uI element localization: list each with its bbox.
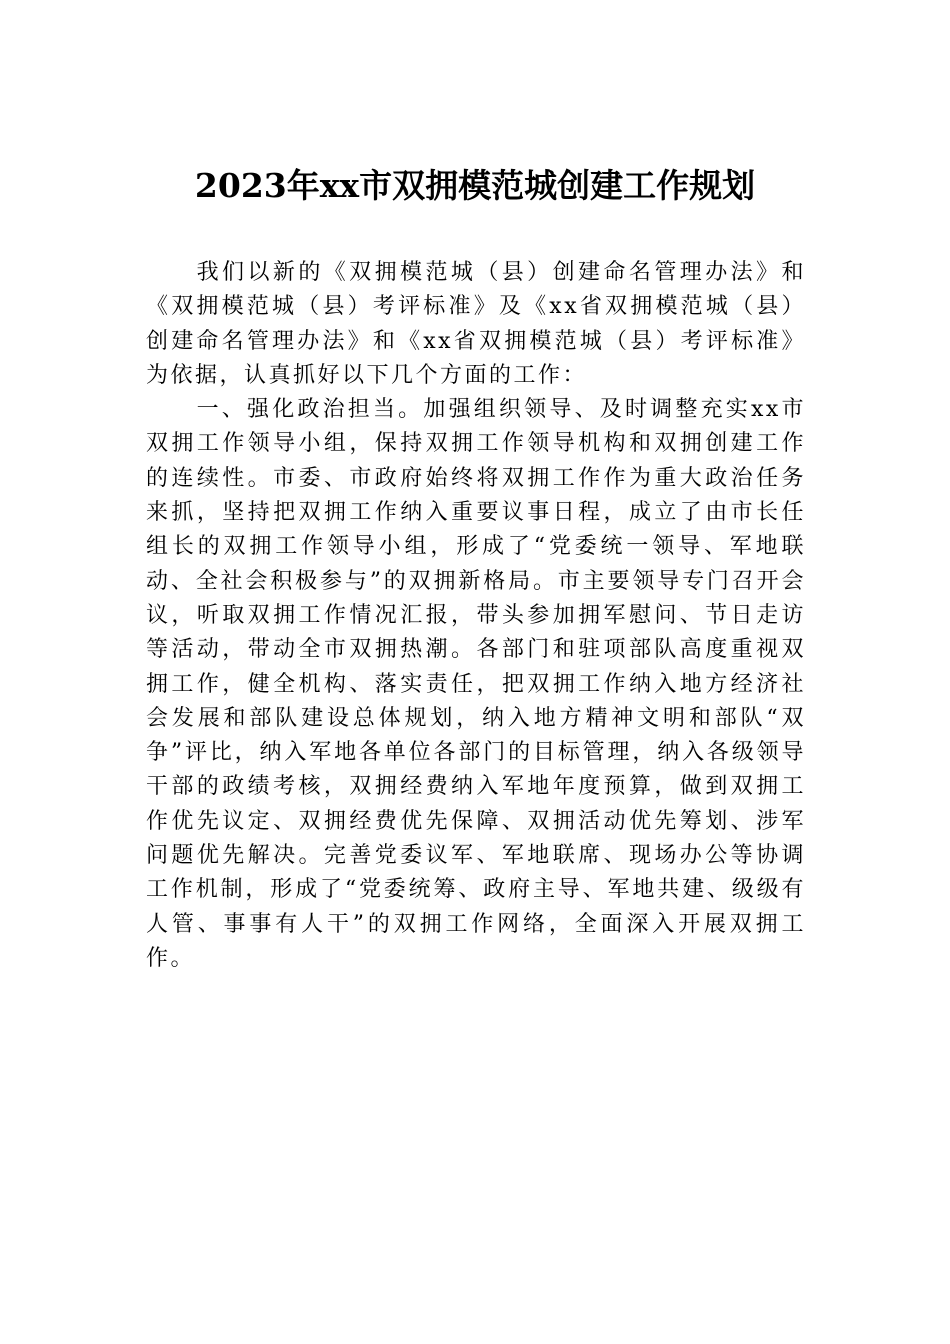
- paragraph-section-one: 一、强化政治担当。加强组织领导、及时调整充实xx市双拥工作领导小组，保持双拥工作领导机构和双拥创建工作的连续性。市委、市政府始终将双拥工作作为重大政治任务来抓，坚持把双拥工作纳入重要议事日程，成立了由市长任组长的双拥工作领导小组，形成了“党委统一领导、军地联动、全社会积极参与”的双拥新格局。市主要领导专门召开会议，听取双拥工作情况汇报，带头参加拥军慰问、节日走访等活动，带动全市双拥热潮。各部门和驻项部队高度重视双拥工作，健全机构、落实责任，把双拥工作纳入地方经济社会发展和部队建设总体规划，纳入地方精神文明和部队“双争”评比，纳入军地各单位各部门的目标管理，纳入各级领导干部的政绩考核，双拥经费纳入军地年度预算，做到双拥工作优先议定、双拥经费优先保障、双拥活动优先筹划、涉军问题优先解决。完善党委议军、军地联席、现场办公等协调工作机制，形成了“党委统筹、政府主导、军地共建、级级有人管、事事有人干”的双拥工作网络，全面深入开展双拥工作。: [146, 397, 806, 971]
- paragraph-intro: 我们以新的《双拥模范城（县）创建命名管理办法》和《双拥模范城（县）考评标准》及《xx省双拥模范城（县）创建命名管理办法》和《xx省双拥模范城（县）考评标准》为依据，认真抓好以下几个方面的工作：: [146, 260, 806, 388]
- document-title: 2023年xx市双拥模范城创建工作规划: [194, 166, 756, 205]
- document-body: [146, 256, 806, 976]
